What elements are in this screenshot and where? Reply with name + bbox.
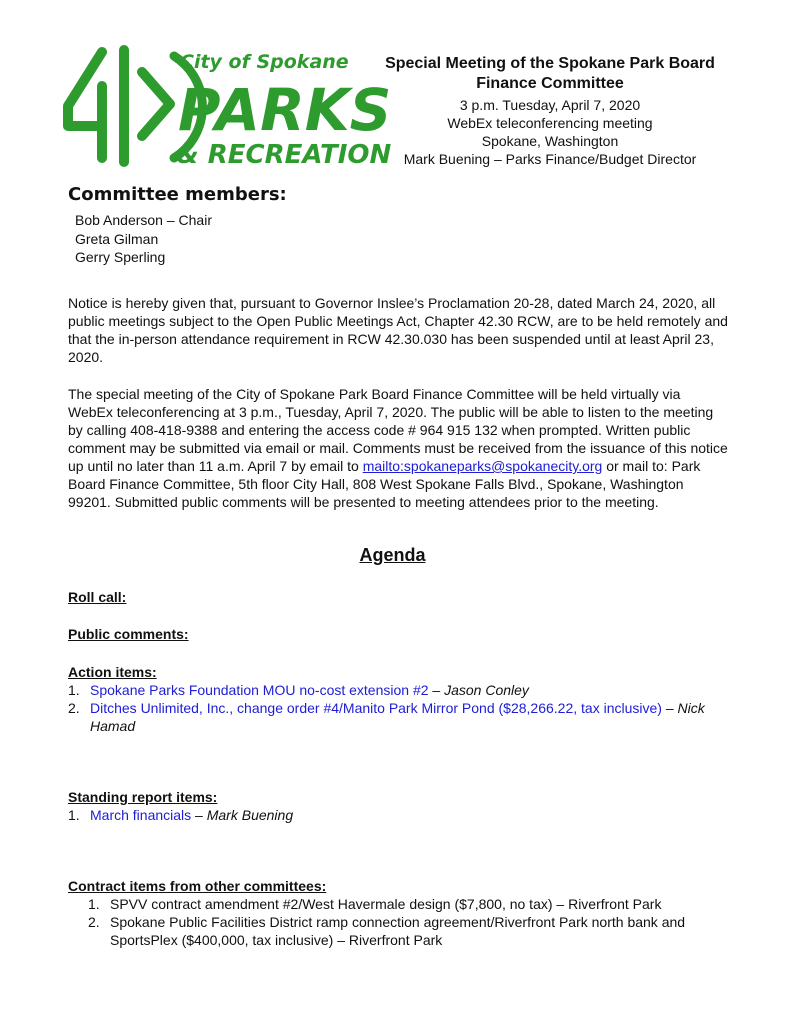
item-number: 1. bbox=[68, 807, 80, 823]
agenda-title: Agenda bbox=[359, 545, 426, 565]
notice-paragraph-2-tail: or mail to: Park Board Finance Committee, 5th floor City Hall, 808 West Spokane Falls Blvd., Spokane, Washington 99201. Submitted public comments will be presented to meeting attendees prior to the meeting. bbox=[68, 458, 701, 510]
logo-recreation-text: & RECREATION bbox=[176, 140, 392, 170]
committee-member: Bob Anderson – Chair bbox=[75, 212, 212, 228]
item-number: 1. bbox=[68, 682, 80, 698]
item-separator: – bbox=[661, 700, 678, 716]
notice-paragraph-2 bbox=[68, 385, 728, 511]
parks-logo bbox=[62, 46, 392, 170]
committee-heading: Committee members: bbox=[68, 184, 287, 205]
notice-paragraph-2-text: The special meeting of the City of Spokane Park Board Finance Committee will be held virtually via WebEx teleconferencing at 3 p.m., Tuesday, April 7, 2020. The public will be able to listen to the meeting by calling 408-418-9388 and entering the access code # 964 915 132 when prompted. Written public comment may be submitted via email or mail. Comments must be received from the issuance of this notice up until no later than 11 a.m. April 7 by email to bbox=[68, 386, 728, 474]
contract-items-list bbox=[88, 895, 728, 949]
parks-emblem-icon bbox=[62, 46, 392, 170]
list-item bbox=[68, 699, 738, 735]
email-link[interactable]: mailto:spokaneparks@spokanecity.org bbox=[362, 458, 603, 474]
roll-call-label: Roll call: bbox=[68, 589, 127, 605]
standing-item-link[interactable]: March financials bbox=[90, 807, 192, 823]
public-comments-label: Public comments: bbox=[68, 626, 189, 642]
standing-report-label: Standing report items: bbox=[68, 789, 218, 805]
meeting-mode: WebEx teleconferencing meeting bbox=[447, 115, 653, 131]
item-number: 1. bbox=[88, 896, 100, 912]
action-items-label: Action items: bbox=[68, 664, 157, 680]
contract-items-label: Contract items from other committees: bbox=[68, 878, 327, 894]
meeting-time: 3 p.m. Tuesday, April 7, 2020 bbox=[459, 97, 641, 113]
meeting-location: Spokane, Washington bbox=[481, 133, 619, 149]
item-presenter: Mark Buening bbox=[206, 807, 294, 823]
action-item-link[interactable]: Spokane Parks Foundation MOU no-cost extension #2 bbox=[90, 682, 429, 698]
logo-city-text: City of Spokane bbox=[180, 51, 349, 73]
notice-paragraph-1: Notice is hereby given that, pursuant to Governor Inslee’s Proclamation 20-28, dated March 24, 2020, all public meetings subject to the Open Public Meetings Act, Chapter 42.30 RCW, are to be held remotely and that the in-person attendance requirement in RCW 42.30.030 has been suspended until at least April 23, 2020. bbox=[68, 295, 728, 365]
logo-parks-text: PARKS bbox=[178, 76, 392, 144]
committee-member: Gerry Sperling bbox=[75, 249, 166, 265]
item-number: 2. bbox=[68, 700, 80, 716]
action-items-list bbox=[68, 681, 738, 735]
contract-item-text: Spokane Public Facilities District ramp connection agreement/Riverfront Park north bank and SportsPlex ($400,000, tax inclusive) – Riverfront Park bbox=[110, 914, 686, 948]
meeting-staff: Mark Buening – Parks Finance/Budget Director bbox=[403, 151, 697, 167]
committee-member: Greta Gilman bbox=[75, 230, 159, 247]
item-number: 2. bbox=[88, 914, 100, 930]
meeting-header bbox=[360, 54, 740, 168]
item-presenter: Jason Conley bbox=[444, 682, 529, 698]
standing-report-list bbox=[68, 806, 738, 824]
list-item bbox=[88, 895, 728, 913]
item-presenter: Nick Hamad bbox=[90, 700, 705, 734]
meeting-title-line1: Special Meeting of the Spokane Park Board bbox=[385, 55, 715, 72]
contract-item-text: SPVV contract amendment #2/West Havermale design ($7,800, no tax) – Riverfront Park bbox=[110, 896, 662, 912]
item-separator: – bbox=[191, 807, 207, 823]
list-item bbox=[68, 806, 738, 824]
list-item bbox=[68, 681, 738, 699]
item-separator: – bbox=[428, 682, 445, 698]
committee-members bbox=[75, 211, 212, 267]
list-item bbox=[88, 913, 728, 949]
meeting-title-line2: Finance Committee bbox=[476, 75, 624, 92]
action-item-link[interactable]: Ditches Unlimited, Inc., change order #4/Manito Park Mirror Pond ($28,266.22, tax inclusive) bbox=[90, 700, 662, 716]
